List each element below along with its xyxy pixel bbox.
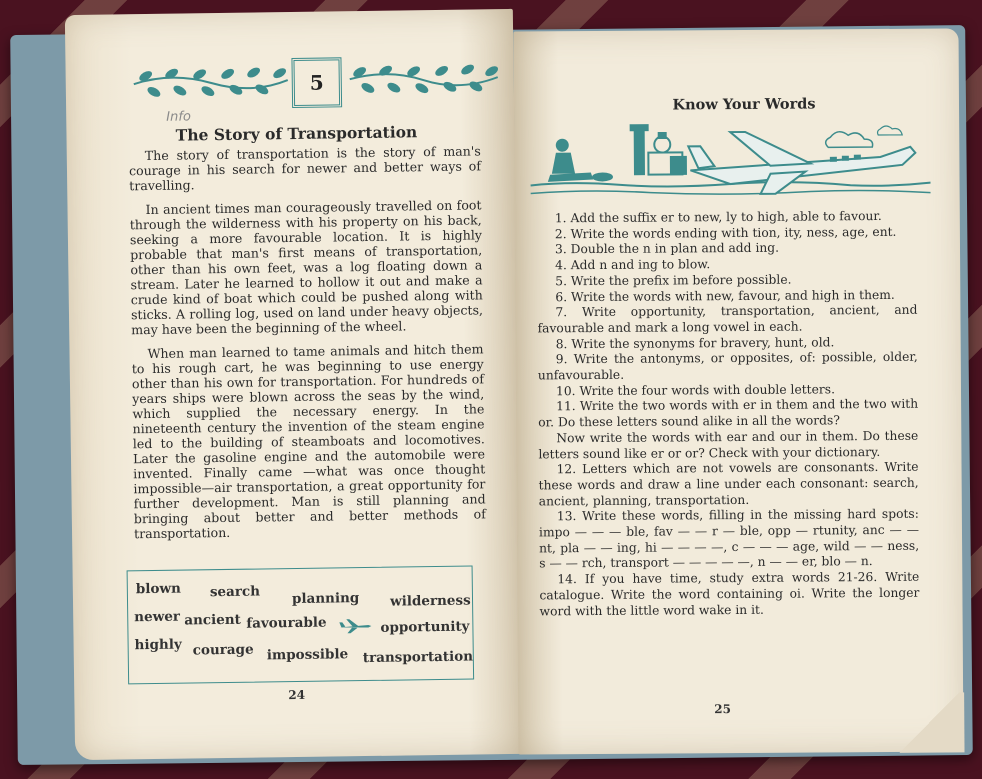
pencil-note: Info xyxy=(166,109,191,125)
page-number: 25 xyxy=(714,702,731,717)
vocab-word: courage xyxy=(192,641,254,659)
chapter-title: The Story of Transportation xyxy=(175,122,418,145)
exercise-list xyxy=(537,209,920,620)
vocabulary-box xyxy=(127,566,475,685)
exercise-item: 10. Write the four words with double letters. xyxy=(555,382,836,399)
airplane-icon xyxy=(338,618,372,634)
paragraph: In ancient times man courageously travelled on foot through the wilderness with his property on his back, seeking a more favourable location. It is highly probable that man's first means of transportation, other than his own feet, was a log floating down a stream. Later he learned to hollow it out and make a crude kind of boat which could be pushed along with sticks. A rolling log, used on land under heavy objects, may have been the beginning of the wheel. xyxy=(129,197,484,338)
section-title: Know Your Words xyxy=(672,95,816,114)
exercise-item: 4. Add n and ing to blow. xyxy=(555,257,711,273)
page-number: 24 xyxy=(288,687,306,703)
page-corner-fold xyxy=(894,692,964,752)
story-text xyxy=(129,143,487,550)
vocab-word: transportation xyxy=(362,648,474,667)
exercise-item: 13. Write these words, filling in the missing hard spots: impo — — — ble, fav — — r — ble, opp — rtunity, anc — — nt, pla — — ing, hi — — — —, c — — — age, wild — — ness, s — — rch, transport — — — — —, n — — er, blo — n. xyxy=(538,507,920,571)
exercise-item: 14. If you have time, study extra words 21-26. Write catalogue. Write the word containing oi. Write the longer word with the little word wake in it. xyxy=(539,569,920,618)
vocab-word: impossible xyxy=(266,646,349,664)
exercise-item: 8. Write the synonyms for bravery, hunt, old. xyxy=(555,334,835,351)
exercise-item: 7. Write opportunity, transportation, ancient, and favourable and mark a long vowel in each. xyxy=(537,302,918,336)
vocab-word: wilderness xyxy=(389,592,471,610)
exercise-item: 1. Add the suffix er to new, ly to high, able to favour. xyxy=(554,208,882,226)
exercise-item: 5. Write the prefix im before possible. xyxy=(555,272,792,289)
right-page xyxy=(513,28,963,754)
illustration-steam-engine-airplane xyxy=(530,121,931,202)
exercise-item: 9. Write the antonyms, or opposites, of: possible, older, unfavourable. xyxy=(537,350,918,383)
exercise-item: Now write the words with ear and our in them. Do these letters sound like er or or? Check with your dictionary. xyxy=(538,428,919,461)
vocab-word: newer xyxy=(134,608,181,626)
leaf-vine-icon xyxy=(132,62,290,100)
exercise-item: 3. Double the n in plan and add ing. xyxy=(554,241,780,257)
left-page xyxy=(65,9,523,760)
exercise-item: 11. Write the two words with er in them and the two with or. Do these letters sound alike in all the words? xyxy=(538,397,919,430)
paragraph: When man learned to tame animals and hitch them to his rough cart, he was beginning to use energy other than his own for transportation. For hundreds of years ships were blown across the seas by the wind, which supplied the necessary energy. In the nineteenth century the invention of the steam engine led to the building of steamboats and locomotives. Later the gasoline engine and the automobile were invented. Finally came —what was once thought impossible—air transportation, a great opportunity for further development. Man is still planning and bringing about better and better methods of transportation. xyxy=(131,341,486,542)
exercise-item: 12. Letters which are not vowels are consonants. Write these words and draw a line under each consonant: search, ancient, planning, transportation. xyxy=(538,459,919,509)
paragraph: The story of transportation is the story of man's courage in his search for newer and better ways of travelling. xyxy=(128,143,482,194)
vocab-word: planning xyxy=(291,590,360,608)
vocab-word: blown xyxy=(135,580,181,598)
vocab-word: highly xyxy=(134,636,182,654)
vocab-word: search xyxy=(209,583,261,601)
exercise-item: 6. Write the words with new, favour, and high in them. xyxy=(555,287,895,304)
exercise-item: 2. Write the words ending with tion, ity, ness, age, ent. xyxy=(554,224,897,241)
vocab-word: ancient xyxy=(184,611,241,629)
chapter-number: 5 xyxy=(291,57,342,108)
vocab-word: opportunity xyxy=(380,618,470,636)
vocab-word: favourable xyxy=(246,614,327,632)
leaf-vine-icon xyxy=(347,59,499,97)
